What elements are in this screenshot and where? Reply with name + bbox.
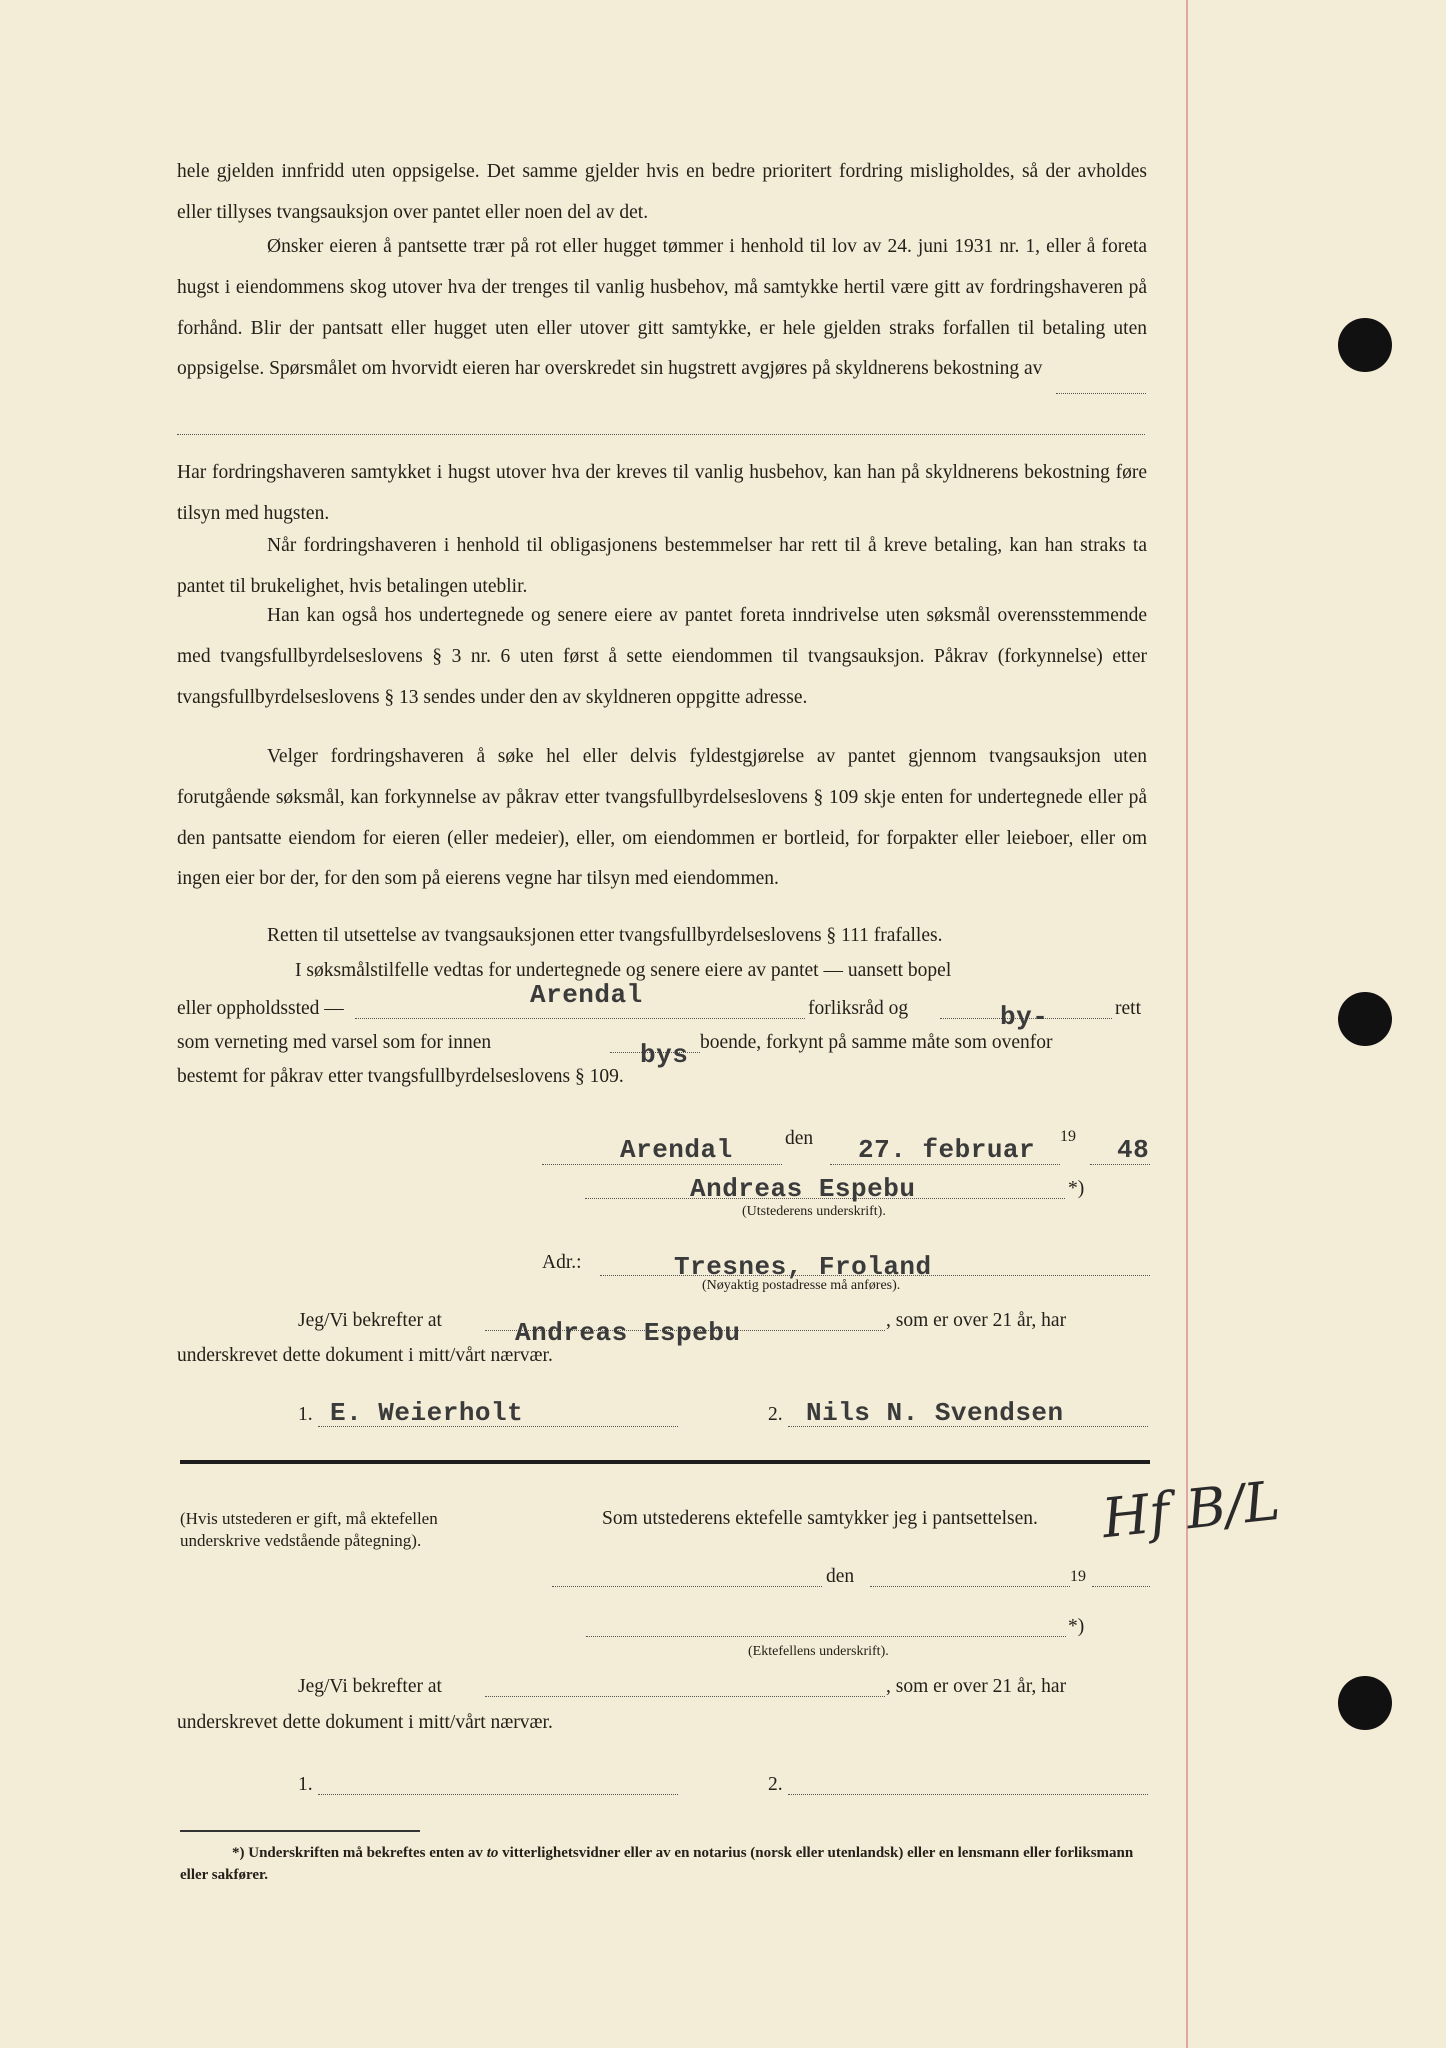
footnote-rule (180, 1830, 420, 1832)
venue-line-2-end: boende, forkynt på samme måte som ovenfor (700, 1032, 1053, 1053)
paragraph-8-text: I søksmålstilfelle vedtas for undertegnede og senere eiere av pantet — uansett bopel (295, 960, 952, 981)
witness2-name-line (485, 1696, 885, 1697)
paragraph-4-text: Når fordringshaveren i henhold til obligasjonens bestemmelser har rett til å kreve betaling, kan han straks ta pantet til brukelighet, hvis betalingen uteblir. (177, 535, 1147, 597)
witness1-end: , som er over 21 år, har (886, 1310, 1067, 1331)
spouse-signature-line (586, 1636, 1066, 1637)
spouse-note: (Hvis utstederen er gift, må ektefellen underskrive vedstående påtegning). (180, 1509, 438, 1550)
spouse-asterisk: *) (1068, 1616, 1085, 1637)
punch-hole (1338, 992, 1392, 1046)
spouse-caption: (Ektefellens underskrift). (748, 1644, 889, 1659)
footnote (180, 1842, 1150, 1886)
paragraph-8 (177, 951, 1147, 992)
witness2-line2: underskrevet dette dokument i mitt/vårt nærvær. (177, 1712, 553, 1733)
witness2-number-2: 2. (768, 1774, 783, 1795)
handwritten-initials: Hf B/L (1099, 1468, 1283, 1551)
witness2-sig2-line (788, 1794, 1148, 1795)
witness1-start: Jeg/Vi bekrefter at (298, 1310, 442, 1331)
footnote-to: to (486, 1845, 499, 1861)
paragraph-6 (177, 737, 1147, 900)
typed-address: Tresnes, Froland (674, 1252, 932, 1282)
footnote-text-a: *) Underskriften må bekreftes enten av (232, 1845, 483, 1861)
venue-line-3: bestemt for påkrav etter tvangsfullbyrdelseslovens § 109. (177, 1066, 624, 1087)
typed-dating-date: 27. februar (858, 1135, 1036, 1165)
typed-issuer-signature: Andreas Espebu (690, 1174, 916, 1204)
typed-witness1-name: Andreas Espebu (515, 1318, 741, 1348)
spouse-date-line (870, 1586, 1070, 1587)
blank-line (1056, 393, 1146, 394)
typed-venue-place: Arendal (530, 980, 643, 1010)
venue-line-2-start: som verneting med varsel som for innen (177, 1032, 492, 1053)
paragraph-5 (177, 596, 1147, 718)
typed-dating-year: 48 (1117, 1135, 1150, 1165)
issuer-caption: (Utstederens underskrift). (742, 1204, 886, 1219)
paragraph-1: hele gjelden innfridd uten oppsigelse. Det samme gjelder hvis en bedre prioritert fordring misligholdes, så der avholdes eller tillyses tvangsauksjon over pantet eller noen del av det. (177, 161, 1147, 223)
issuer-asterisk: *) (1068, 1178, 1085, 1199)
typed-dating-place: Arendal (620, 1135, 733, 1165)
dating-den: den (785, 1128, 814, 1149)
address-caption: (Nøyaktig postadresse må anføres). (702, 1278, 901, 1293)
section-divider (180, 1460, 1150, 1464)
spouse-consent: Som utstederens ektefelle samtykker jeg i pantsettelsen. (602, 1508, 1038, 1529)
typed-witness1-signature-1: E. Weierholt (330, 1398, 524, 1428)
spouse-den: den (826, 1566, 855, 1587)
witness2-end: , som er over 21 år, har (886, 1676, 1067, 1697)
witness1-line2: underskrevet dette dokument i mitt/vårt nærvær. (177, 1345, 553, 1366)
paragraph-6-text: Velger fordringshaveren å søke hel eller delvis fyldestgjørelse av pantet gjennom tvangsauksjon uten forutgående søksmål, kan forkynnelse av påkrav etter tvangsfullbyrdelseslovens § 109 skje enten for undertegnede eller på den pantsatte eiendom for eieren (eller medeier), eller, om eiendommen er bortleid, for forpakter eller leieboer, eller om ingen eier bor der, for den som på eierens vegne har tilsyn med eiendommen. (177, 746, 1147, 890)
address-label: Adr.: (542, 1252, 582, 1273)
spouse-year-line (1092, 1586, 1150, 1587)
witness1-number-2: 2. (768, 1404, 783, 1425)
venue-line-1-start: eller oppholdssted — (177, 998, 344, 1019)
venue-forliksrad: forliksråd og (808, 998, 909, 1019)
red-margin-line (1186, 0, 1188, 2048)
footnote-text-b: vitterlighetsvidner eller av en notarius (norsk eller utenlandsk) eller en lensmann eller forliksmann eller sakfører. (180, 1845, 1134, 1883)
blank-line (177, 434, 1145, 435)
witness2-number-1: 1. (298, 1774, 313, 1795)
paragraph-7-text: Retten til utsettelse av tvangsauksjonen etter tvangsfullbyrdelseslovens § 111 frafalles. (267, 925, 943, 946)
paragraph-3: Har fordringshaveren samtykket i hugst utover hva der kreves til vanlig husbehov, kan han på skyldnerens bekostning føre tilsyn med hugsten. (177, 462, 1147, 524)
witness2-sig1-line (318, 1794, 678, 1795)
spouse-place-line (552, 1586, 822, 1587)
spouse-century: 19 (1070, 1568, 1086, 1585)
punch-hole (1338, 1676, 1392, 1730)
dating-century: 19 (1060, 1128, 1076, 1145)
typed-witness1-signature-2: Nils N. Svendsen (806, 1398, 1064, 1428)
witness2-start: Jeg/Vi bekrefter at (298, 1676, 442, 1697)
typed-venue-by: by- (1000, 1002, 1049, 1032)
paragraph-2-text: Ønsker eieren å pantsette trær på rot eller hugget tømmer i henhold til lov av 24. juni 1931 nr. 1, eller å foreta hugst i eiendommens skog utover hva der trenges til vanlig husbehov, må samtykke hertil være gitt av fordringshaveren på forhånd. Blir der pantsatt eller hugget uten eller utover gitt samtykke, er hele gjelden straks forfallen til betaling uten oppsigelse. Spørsmålet om hvorvidt eieren har overskredet sin hugstrett avgjøres på skyldnerens bekostning av (177, 236, 1147, 380)
typed-venue-bys: bys (640, 1040, 689, 1070)
paragraph-5-text: Han kan også hos undertegnede og senere eiere av pantet foreta inndrivelse uten søksmål overensstemmende med tvangsfullbyrdelseslovens § 3 nr. 6 uten først å sette eiendommen til tvangsauksjon. Påkrav (forkynnelse) etter tvangsfullbyrdelseslovens § 13 sendes under den av skyldneren oppgitte adresse. (177, 605, 1147, 708)
venue-rett: rett (1115, 998, 1141, 1019)
venue-place-line (355, 1018, 805, 1019)
witness1-number-1: 1. (298, 1404, 313, 1425)
paragraph-2 (177, 227, 1147, 390)
punch-hole (1338, 318, 1392, 372)
